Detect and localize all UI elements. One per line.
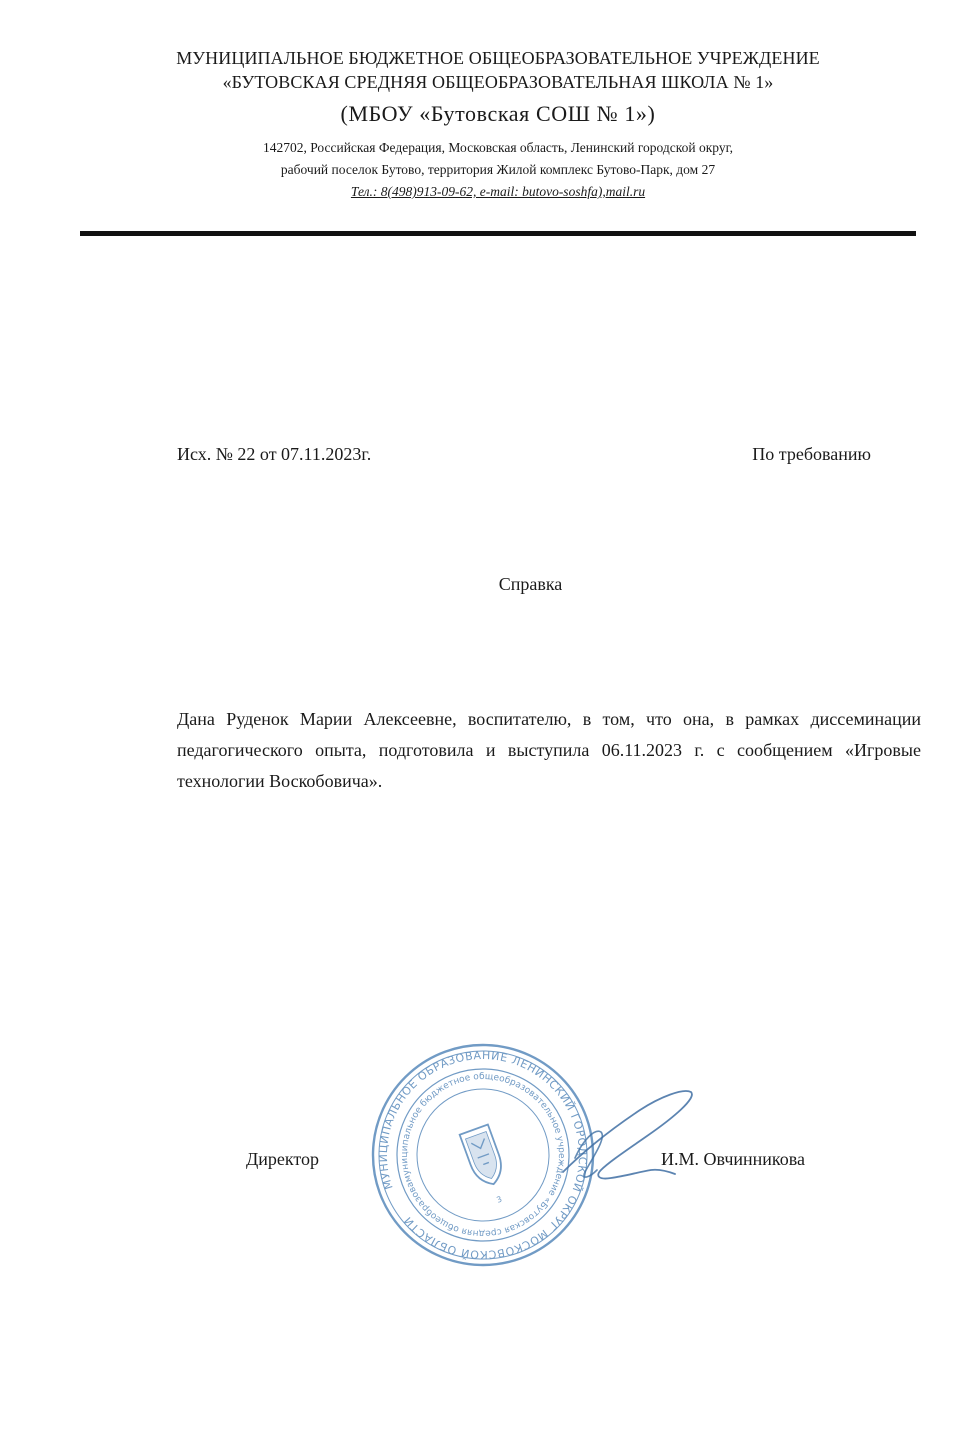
address-line-1: 142702, Российская Федерация, Московская область, Ленинский городской округ, — [262, 140, 734, 155]
contact-line: Тел.: 8(498)913-09-62, e-mail: butovo-soshfa),mail.ru — [350, 184, 646, 199]
request-basis: По требованию — [752, 444, 871, 464]
org-name-line-2: «БУТОВСКАЯ СРЕДНЯЯ ОБЩЕОБРАЗОВАТЕЛЬНАЯ ШКОЛА № 1» — [222, 72, 774, 92]
outgoing-number: Исх. № 22 от 07.11.2023г. — [177, 444, 372, 464]
org-short-name: (МБОУ «Бутовская СОШ № 1») — [340, 101, 656, 126]
seal-outer-text: МУНИЦИПАЛЬНОЕ ОБРАЗОВАНИЕ ЛЕНИНСКИЙ ГОРОДСКОЙ ОКРУГ МОСКОВСКОЙ ОБЛАСТИ — [376, 1048, 590, 1262]
document-body: Дана Руденок Марии Алексеевне, воспитателю, в том, что она, в рамках диссеминации педагогического опыта, подготовила и выступила 06.11.2023 г. с сообщением «Игровые технологии Воскобовича». — [177, 709, 921, 791]
letterhead-divider — [80, 231, 916, 236]
address-line-2: рабочий поселок Бутово, территория Жилой комплекс Бутово-Парк, дом 27 — [280, 162, 716, 177]
seal-inner-text: муниципальное бюджетное общеобразовательное учреждение «Бутовская средняя общеобразовательная — [399, 1071, 567, 1239]
signer-role: Директор — [246, 1149, 320, 1169]
org-name-line-1: МУНИЦИПАЛЬНОЕ БЮДЖЕТНОЕ ОБЩЕОБРАЗОВАТЕЛЬНОЕ УЧРЕЖДЕНИЕ — [176, 48, 820, 68]
letterhead — [80, 46, 916, 203]
document-title: Справка — [498, 574, 563, 594]
svg-text:3: 3 — [495, 1194, 504, 1205]
signature-block — [0, 1145, 979, 1175]
signer-name: И.М. Овчинникова — [661, 1149, 805, 1169]
